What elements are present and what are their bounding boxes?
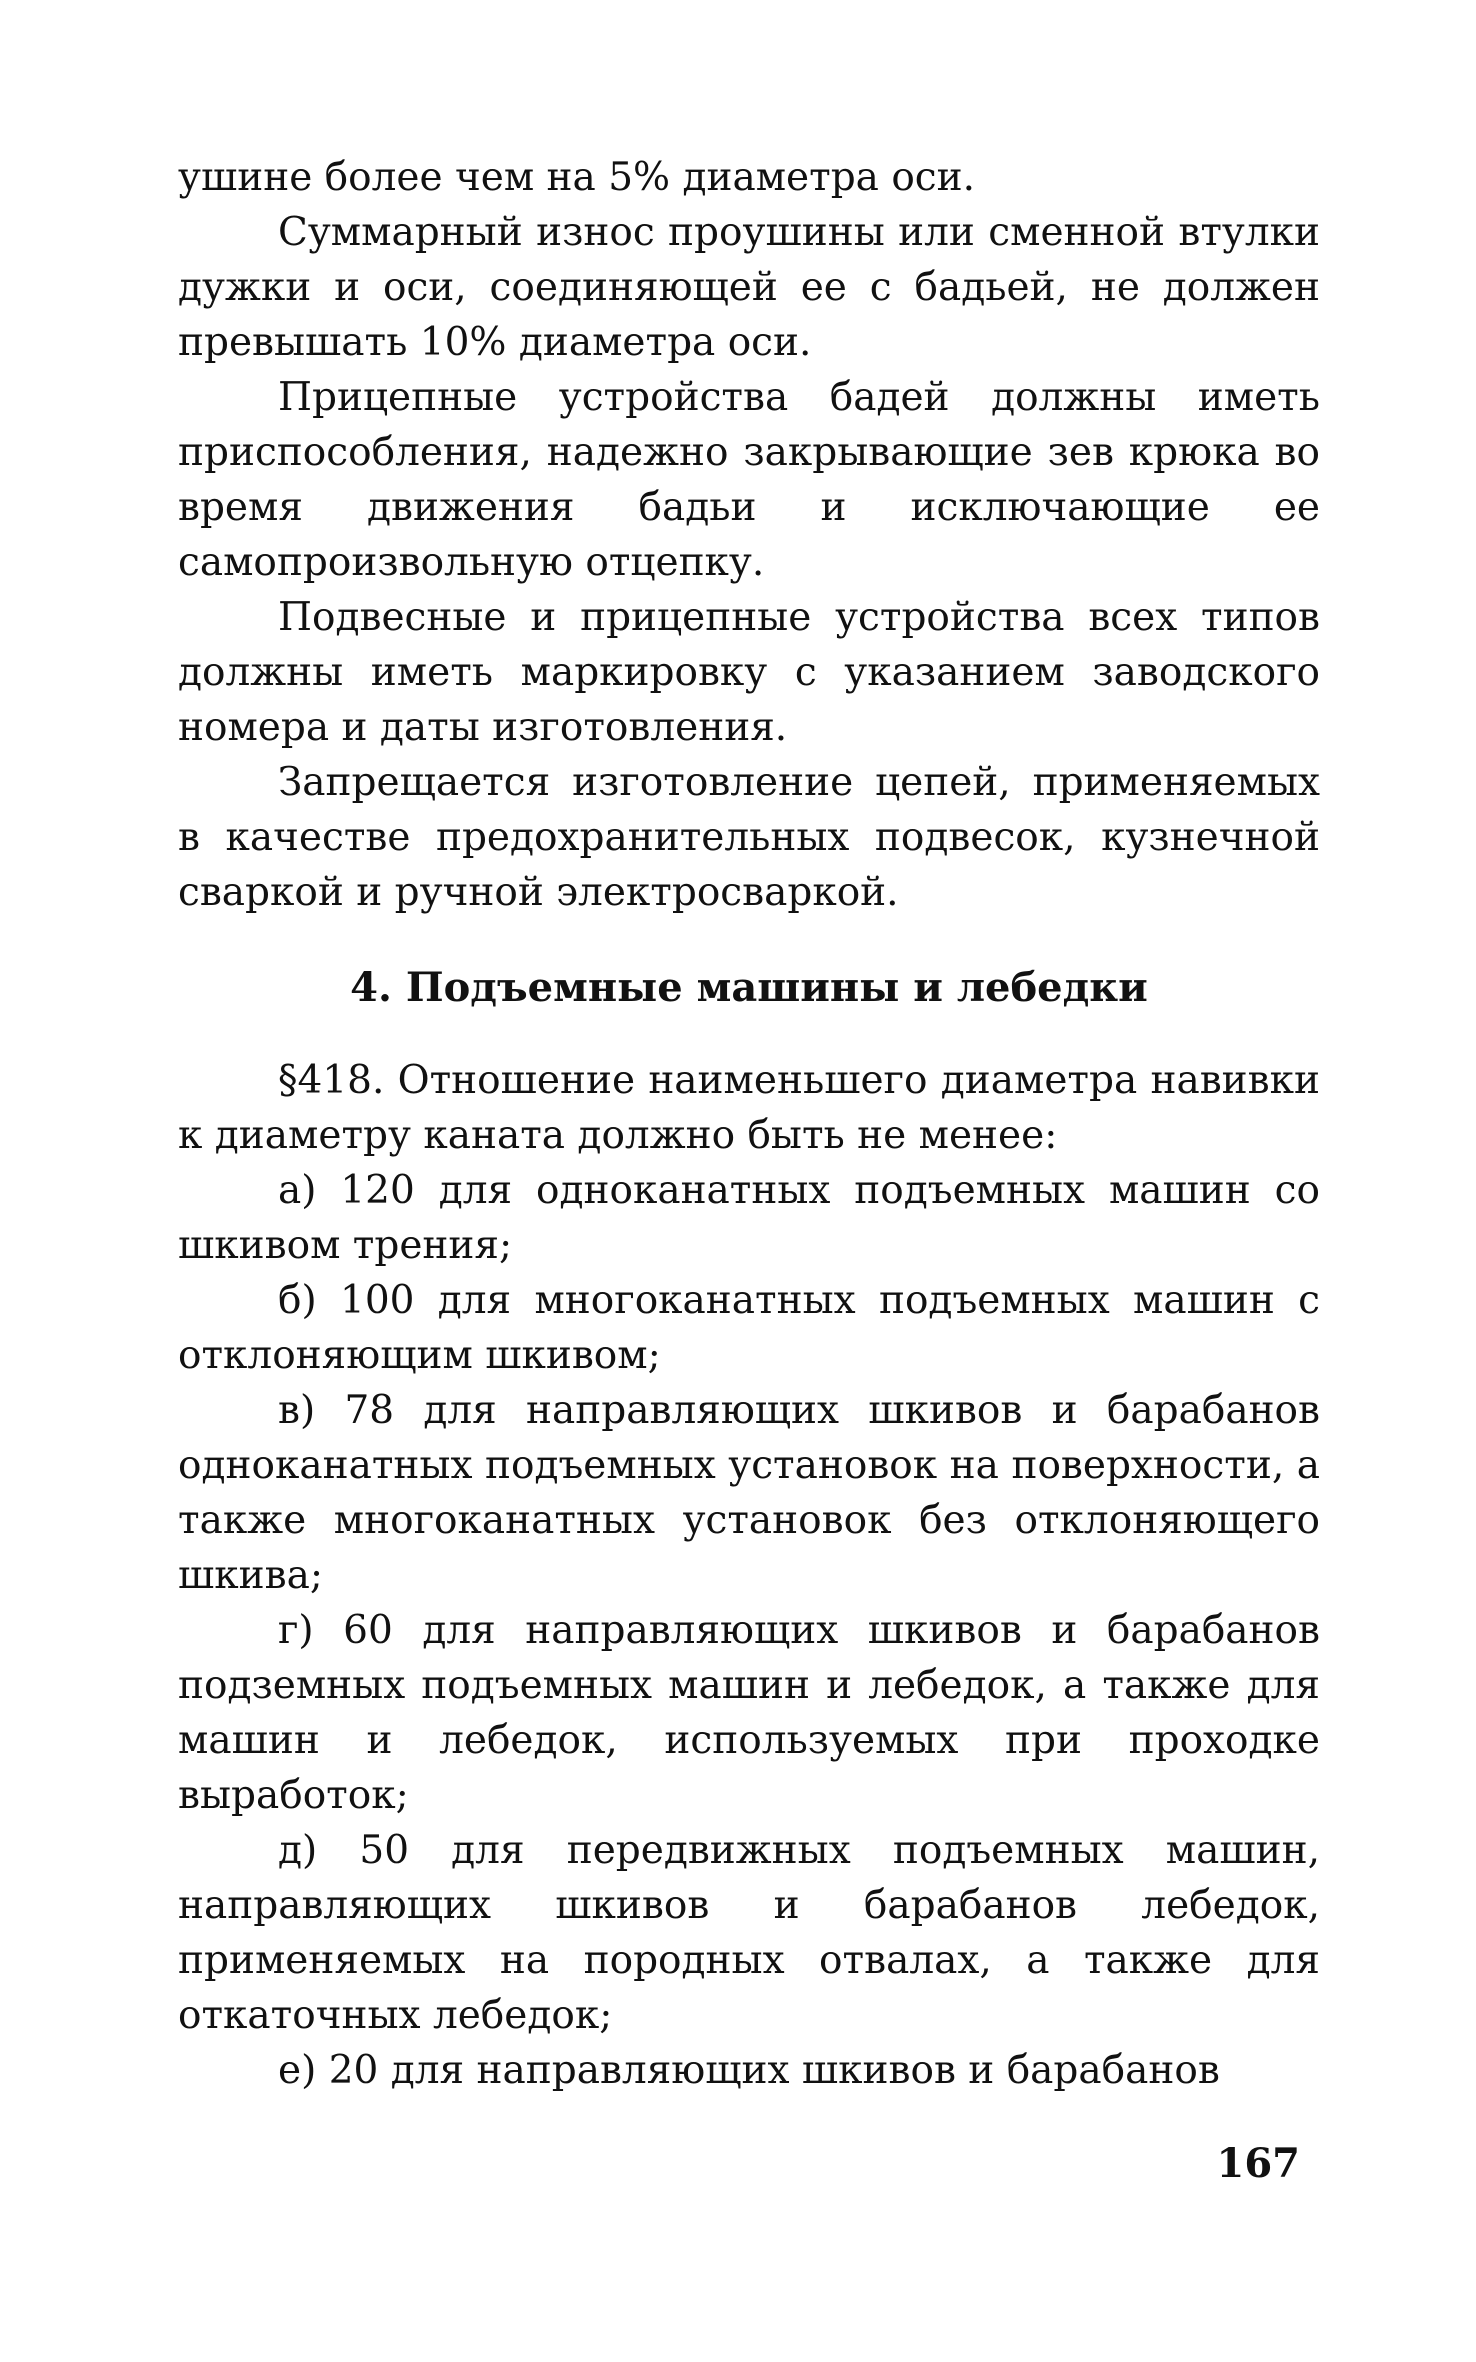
paragraph-section-418: §418. Отношение наименьшего диаметра навивки к диаметру каната должно быть не менее:: [178, 1058, 1320, 1158]
paragraph-marking: Подвесные и прицепные устройства всех типов должны иметь маркировку с указанием заводского номера и даты изготовления.: [178, 595, 1320, 750]
list-item-b: б) 100 для многоканатных подъемных машин с отклоняющим шкивом;: [178, 1278, 1320, 1378]
page-body: [178, 150, 1320, 2098]
list-item-a: а) 120 для одноканатных подъемных машин со шкивом трения;: [178, 1168, 1320, 1268]
paragraph-continuation: ушине более чем на 5% диаметра оси.: [178, 155, 976, 200]
paragraph-coupling-devices: Прицепные устройства бадей должны иметь приспособления, надежно закрывающие зев крюка во время движения бадьи и исключающие ее самопроизвольную отцепку.: [178, 375, 1320, 585]
list-item-v: в) 78 для направляющих шкивов и барабанов одноканатных подъемных установок на поверхности, а также многоканатных установок без отклоняющего шкива;: [178, 1388, 1320, 1598]
page-number: 167: [1216, 2140, 1300, 2187]
list-item-d: д) 50 для передвижных подъемных машин, направляющих шкивов и барабанов лебедок, применяемых на породных отвалах, а также для откаточных лебедок;: [178, 1828, 1320, 2038]
list-item-e: е) 20 для направляющих шкивов и барабанов: [278, 2048, 1220, 2093]
paragraph-chain-prohibition: Запрещается изготовление цепей, применяемых в качестве предохранительных подвесок, кузнечной сваркой и ручной электросваркой.: [178, 760, 1320, 915]
section-heading: 4. Подъемные машины и лебедки: [350, 964, 1148, 1011]
list-item-g: г) 60 для направляющих шкивов и барабанов подземных подъемных машин и лебедок, а также для машин и лебедок, используемых при проходке выработок;: [178, 1608, 1320, 1818]
paragraph-wear-limit: Суммарный износ проушины или сменной втулки дужки и оси, соединяющей ее с бадьей, не должен превышать 10% диаметра оси.: [178, 210, 1320, 365]
